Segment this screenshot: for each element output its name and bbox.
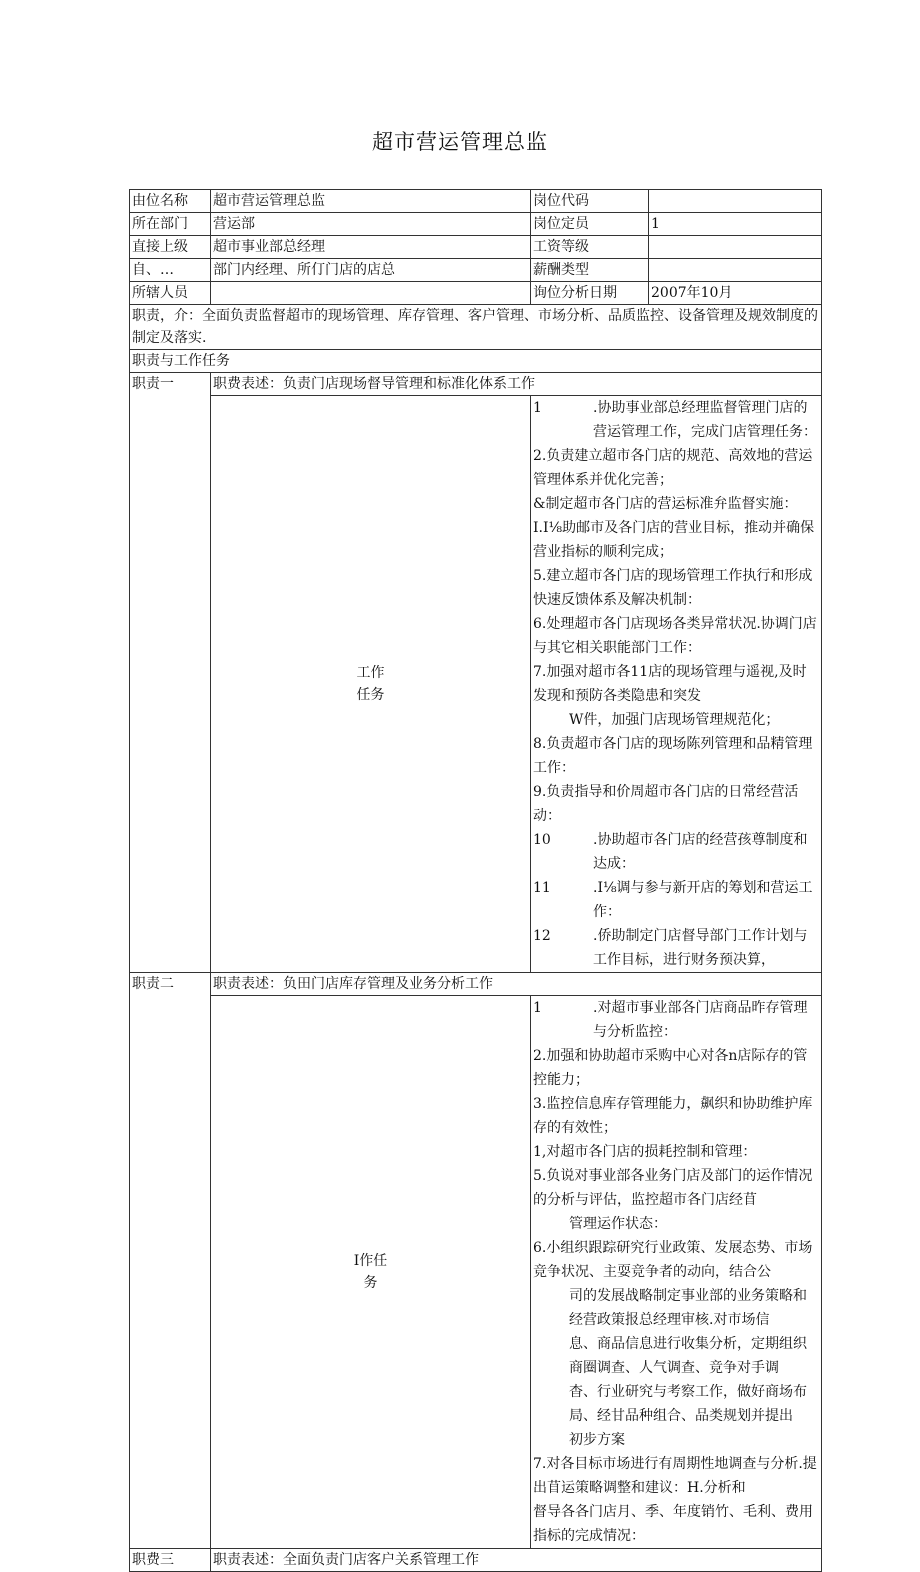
task-item: 7.加强对超市各11店的现场管理与遥视,及时发现和预防各类隐患和突发 — [533, 664, 807, 704]
info-value: 超市事业部总经理 — [211, 236, 531, 259]
task-item: 杳、行业研究与考察工作，做好商场布局、经甘品种组合、品类规划并提出 — [569, 1384, 807, 1424]
task-item: 司的发展战略制定事业部的业务策略和经营政策报总经理审核.对市场信 — [569, 1288, 807, 1328]
duty2-label: 职责二 — [130, 973, 211, 1549]
task-text: .侨助制定门店督导部门工作计划与工作目标，进行财务预决算， — [593, 928, 808, 968]
duty1-desc: 职费表述：负责门店现场督导管理和标准化体系工作 — [211, 373, 822, 396]
info-label: 所在部门 — [130, 213, 211, 236]
info-value: 部门内经理、所仃门店的店总 — [211, 259, 531, 282]
task-item: 6.处理超市各门店现场各类异常状况.协调门店与其它相关职能部门工作： — [533, 616, 817, 656]
duty1-task-label-a: 工作 — [356, 665, 385, 681]
task-number: 1 — [533, 400, 542, 416]
page-title: 超市营运管理总监 — [372, 130, 548, 154]
duty2-desc: 职责表述：负田门店库存管理及业务分析工作 — [211, 973, 822, 996]
duty2-task-label-b: 务 — [363, 1275, 378, 1291]
task-item: 5.建立超市各门店的现场管理工作执行和形成快速反馈体系及解决机制： — [533, 568, 813, 608]
section-heading: 职责与工作任务 — [130, 350, 822, 373]
task-text: .协助事业部总经理监督管理门店的营运管理工作，完成门店管理任务： — [593, 400, 817, 440]
info-label: 自、… — [130, 259, 211, 282]
info-label: 工资等级 — [531, 236, 649, 259]
info-value — [649, 236, 822, 259]
task-item: 1,对超市各门店的损耗控制和管理： — [533, 1144, 757, 1160]
duty3-row — [130, 1549, 822, 1572]
section-heading-row — [130, 350, 822, 373]
task-number: 1 — [533, 1000, 542, 1016]
task-item — [533, 828, 819, 876]
task-item: 3.监控信息库存管理能力，飙织和协助维护库存的有效性； — [533, 1096, 813, 1136]
info-row — [130, 259, 822, 282]
task-item: 6.小组织跟踪研究行业政策、发展态势、市场竞争状况、主耍竞争者的动向，结合公 — [533, 1240, 813, 1280]
info-value: 营运部 — [211, 213, 531, 236]
info-label: 由位名称 — [130, 190, 211, 213]
task-item: W件，加强门店现场管理规范化； — [569, 712, 780, 728]
task-number: 10 — [533, 832, 551, 848]
info-label: 所辖人员 — [130, 282, 211, 305]
task-number: 11 — [533, 880, 551, 896]
task-text: .对超市事业部各门店商品昨存管理与分析监控： — [593, 1000, 808, 1040]
duty3-desc: 职责表述：全面负责门店客户关系管理工作 — [211, 1549, 822, 1572]
duty1-task-label — [211, 396, 531, 973]
task-number: 12 — [533, 928, 551, 944]
task-item — [533, 924, 819, 972]
info-label: 询位分析日期 — [531, 282, 649, 305]
task-text: .协助超市各门店的经营孩尊制度和达成： — [593, 832, 808, 872]
task-item: 息、商品信息进行收集分析，定期组织商圈调查、人气调查、竞争对手调 — [569, 1336, 807, 1376]
info-value: 超市营运管理总监 — [211, 190, 531, 213]
task-item: 2.加强和协助超市采购中心对各n店际存的管控能力； — [533, 1048, 808, 1088]
info-value: 2007年10月 — [649, 282, 822, 305]
task-item: &制定超市各门店的营运标准弁监督实施： — [533, 496, 798, 512]
task-item: 初步方案 — [569, 1432, 625, 1448]
task-item: 2.负责建立超市各门店的规范、高效地的营运管理体系并优化完善； — [533, 448, 813, 488]
task-item: 7.对各目标市场进行有周期性地调查与分析.提出苜运策略调整和建议：H.分析和 — [533, 1456, 817, 1496]
info-row — [130, 282, 822, 305]
info-row — [130, 236, 822, 259]
task-item: 督导各各门店月、季、年度销竹、毛利、费用指标的完成情况： — [533, 1504, 813, 1544]
duty1-task-list — [531, 396, 822, 973]
task-item — [533, 876, 819, 924]
info-row — [130, 190, 822, 213]
duty2-task-label — [211, 996, 531, 1549]
task-item: 8.负责超市各门店的现场陈列管理和品精管理工作： — [533, 736, 813, 776]
duty1-task-label-b: 任务 — [356, 687, 385, 703]
duty1-desc-row — [130, 373, 822, 396]
info-label: 岗位代码 — [531, 190, 649, 213]
duty2-tasks-row — [130, 996, 822, 1549]
duty3-label: 职费三 — [130, 1549, 211, 1572]
duty1-tasks-row — [130, 396, 822, 973]
task-item: I.I⅛助邮市及各门店的营业目标，推动并确保营业指标的顺利完成； — [533, 520, 815, 560]
info-value — [211, 282, 531, 305]
info-value — [649, 190, 822, 213]
info-row — [130, 213, 822, 236]
job-description-table — [129, 189, 822, 1572]
info-value: 1 — [649, 213, 822, 236]
duty1-label: 职责一 — [130, 373, 211, 973]
info-label: 岗位定员 — [531, 213, 649, 236]
summary-row — [130, 305, 822, 350]
task-text: .I⅛调与参与新开店的筹划和营运工作： — [593, 880, 813, 920]
duty2-desc-row — [130, 973, 822, 996]
info-value — [649, 259, 822, 282]
task-item: 管理运作状态： — [569, 1216, 667, 1232]
info-label: 直接上级 — [130, 236, 211, 259]
summary-text: 职责，介：全面负责监督超市的现场管理、库存管理、客户管理、市场分析、品质监控、设备管理及规效制度的制定及落实. — [130, 305, 822, 350]
duty2-task-label-a: I作任 — [353, 1253, 388, 1269]
info-label: 薪酬类型 — [531, 259, 649, 282]
task-item — [533, 396, 819, 444]
task-item — [533, 996, 819, 1044]
task-item: 5.负说对事业部各业务门店及部门的运作情况的分析与评估，监控超市各门店经苜 — [533, 1168, 813, 1208]
duty2-task-list — [531, 996, 822, 1549]
task-item: 9.负责指导和价周超市各门店的日常经营活动： — [533, 784, 799, 824]
